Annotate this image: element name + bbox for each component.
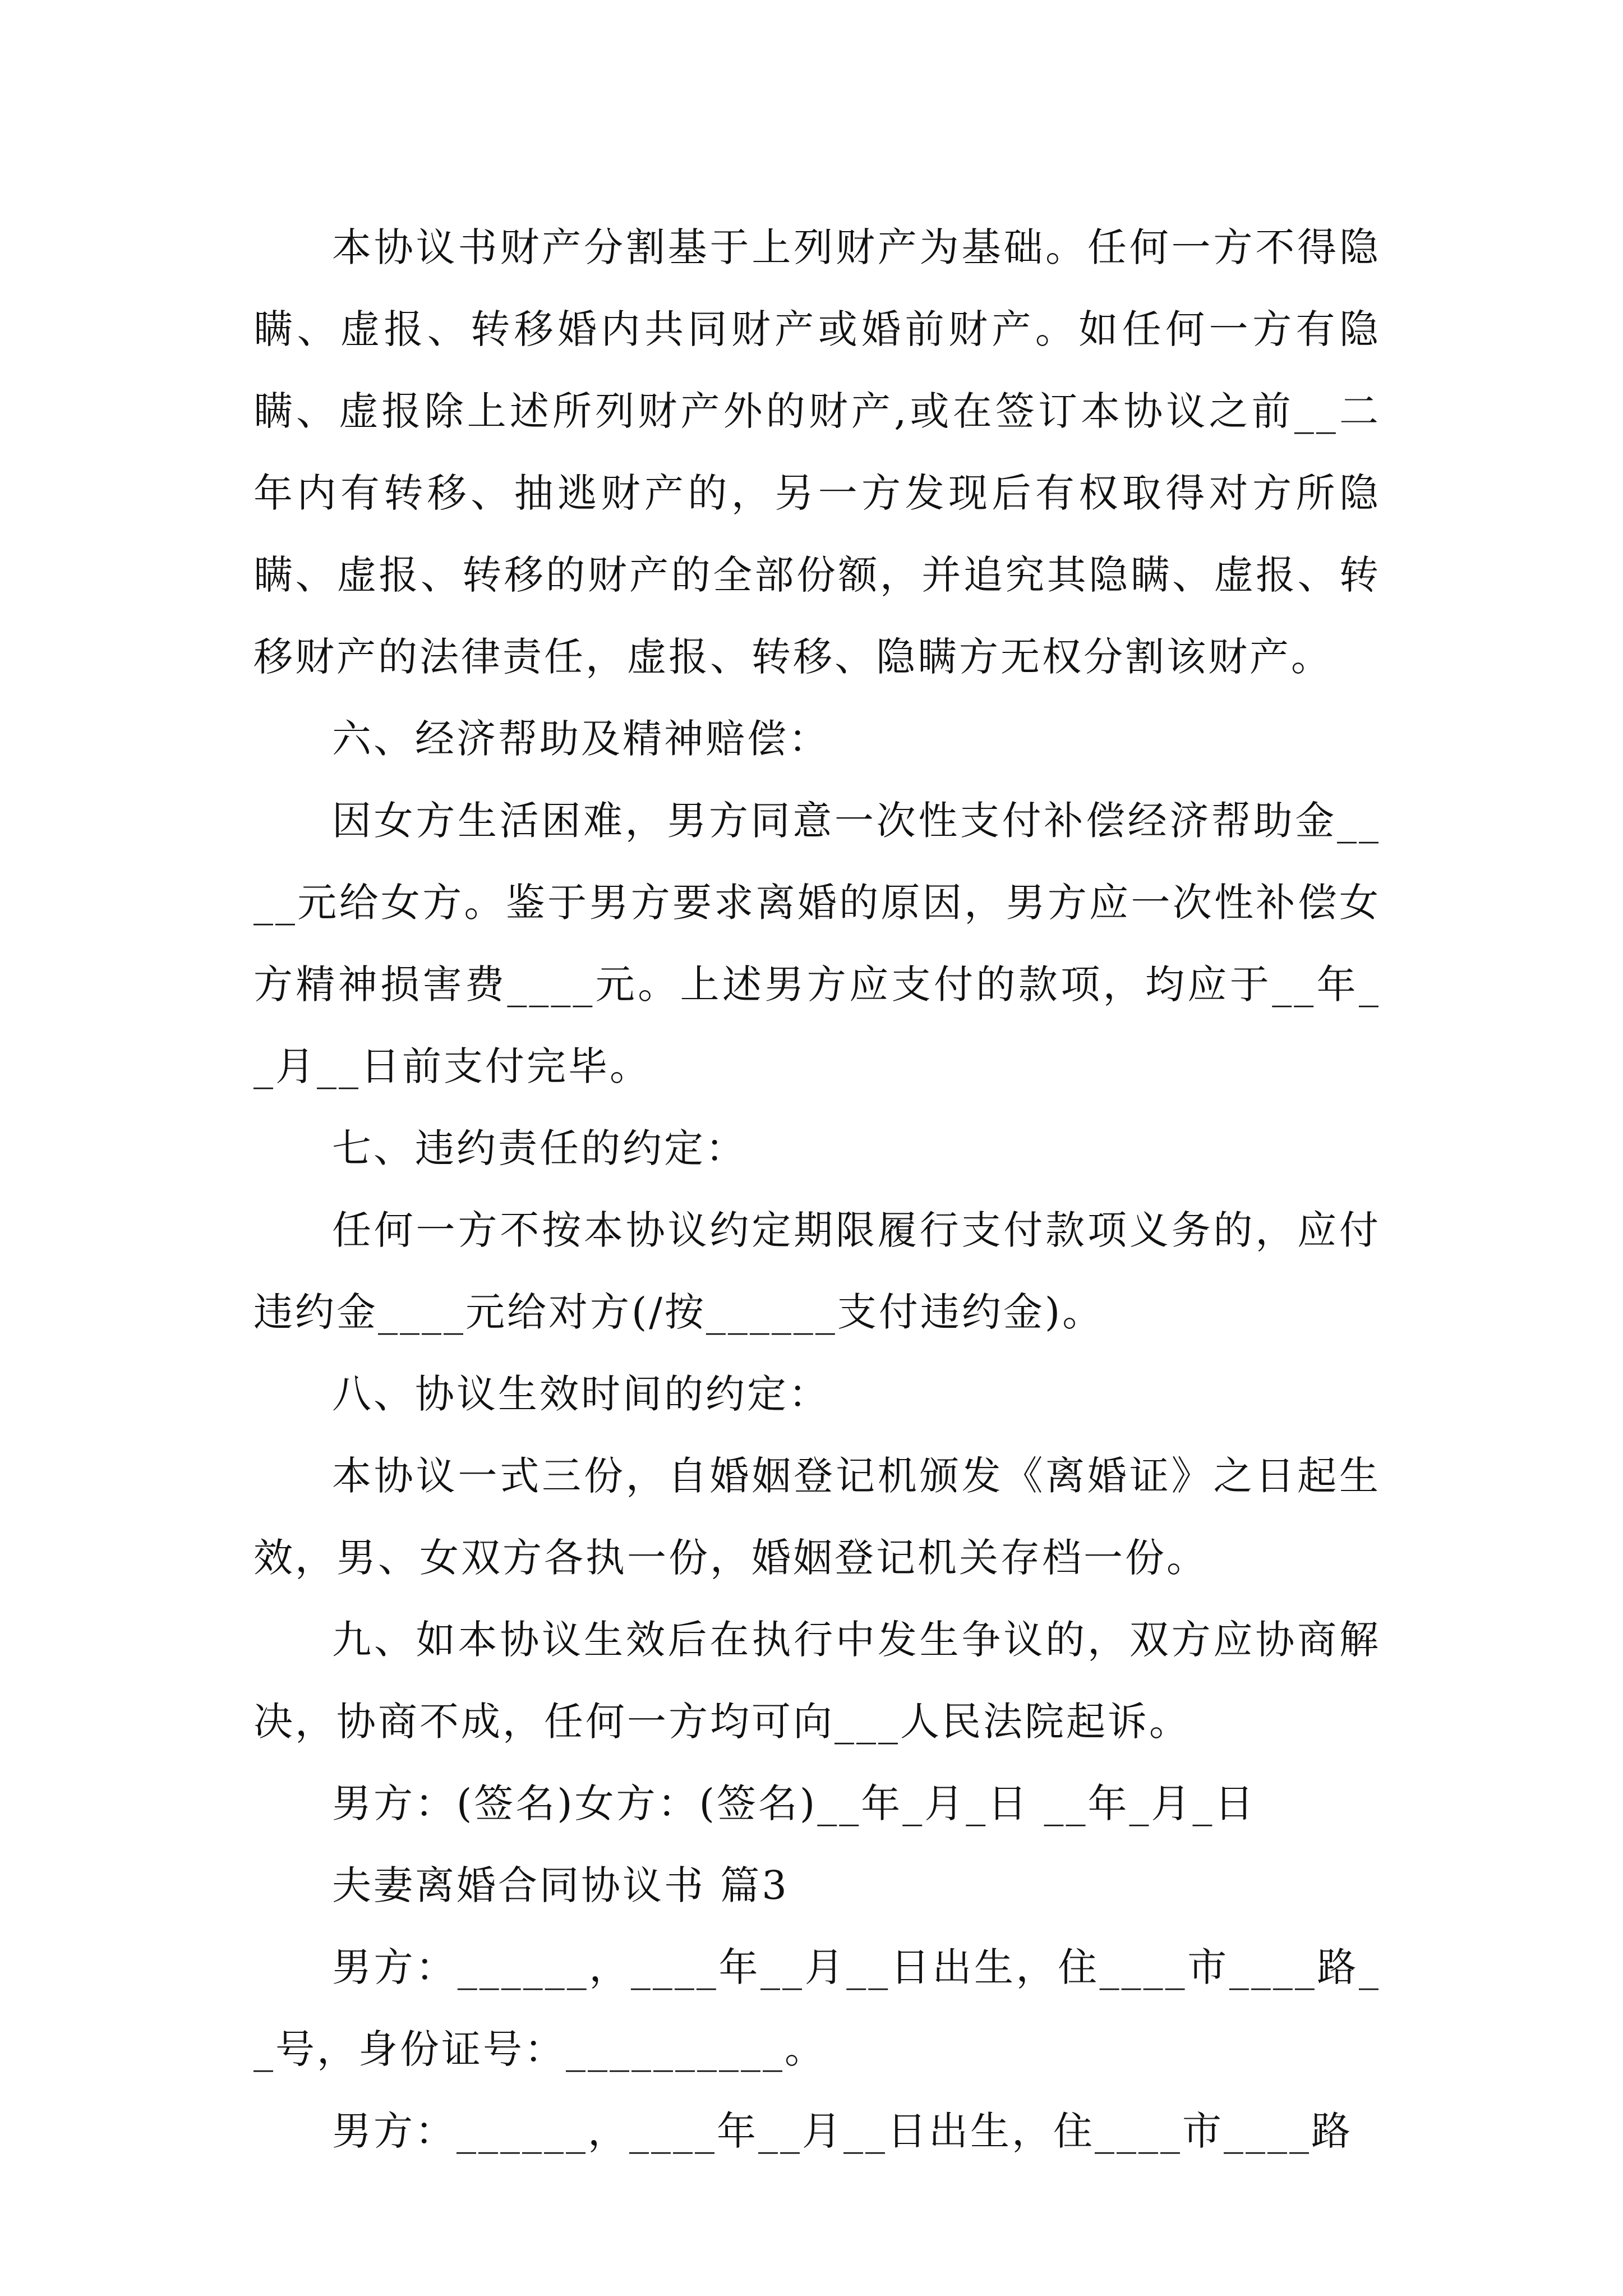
party-info-line-2: 男方：______，____年__月__日出生，住____市____路 (332, 2108, 1353, 2154)
party-info-line-1: 男方：______，____年__月__日出生，住____市____路__号，身份证号：__________。 (253, 1944, 1381, 2072)
signature-line: 男方：(签名)女方：(签名)__年_月_日 __年_月_日 (332, 1780, 1256, 1826)
paragraph-breach-liability: 任何一方不按本协议约定期限履行支付款项义务的，应付违约金____元给对方(/按______支付违约金)。 (253, 1207, 1381, 1335)
paragraph-economic-help: 因女方生活困难，男方同意一次性支付补偿经济帮助金____元给女方。鉴于男方要求离婚的原因，男方应一次性补偿女方精神损害费____元。上述男方应支付的款项，均应于__年__月__日前支付完毕。 (253, 798, 1381, 1089)
paragraph-dispute-resolution: 九、如本协议生效后在执行中发生争议的，双方应协商解决，协商不成，任何一方均可向___人民法院起诉。 (253, 1617, 1381, 1745)
paragraph-property-division: 本协议书财产分割基于上列财产为基础。任何一方不得隐瞒、虚报、转移婚内共同财产或婚前财产。如任何一方有隐瞒、虚报除上述所列财产外的财产,或在签订本协议之前__二年内有转移、抽逃财产的，另一方发现后有权取得对方所隐瞒、虚报、转移的财产的全部份额，并追究其隐瞒、虚报、转移财产的法律责任，虚报、转移、隐瞒方无权分割该财产。 (253, 224, 1381, 680)
paragraph-effective-time: 本协议一式三份，自婚姻登记机颁发《离婚证》之日起生效，男、女双方各执一份，婚姻登记机关存档一份。 (253, 1453, 1381, 1581)
section-heading-effective-time: 八、协议生效时间的约定： (332, 1371, 830, 1417)
document-body (253, 206, 1381, 2172)
section-heading-breach-liability: 七、违约责任的约定： (332, 1125, 747, 1171)
section-heading-economic-help: 六、经济帮助及精神赔偿： (332, 716, 830, 762)
section-title-part-3: 夫妻离婚合同协议书 篇3 (332, 1862, 789, 1908)
